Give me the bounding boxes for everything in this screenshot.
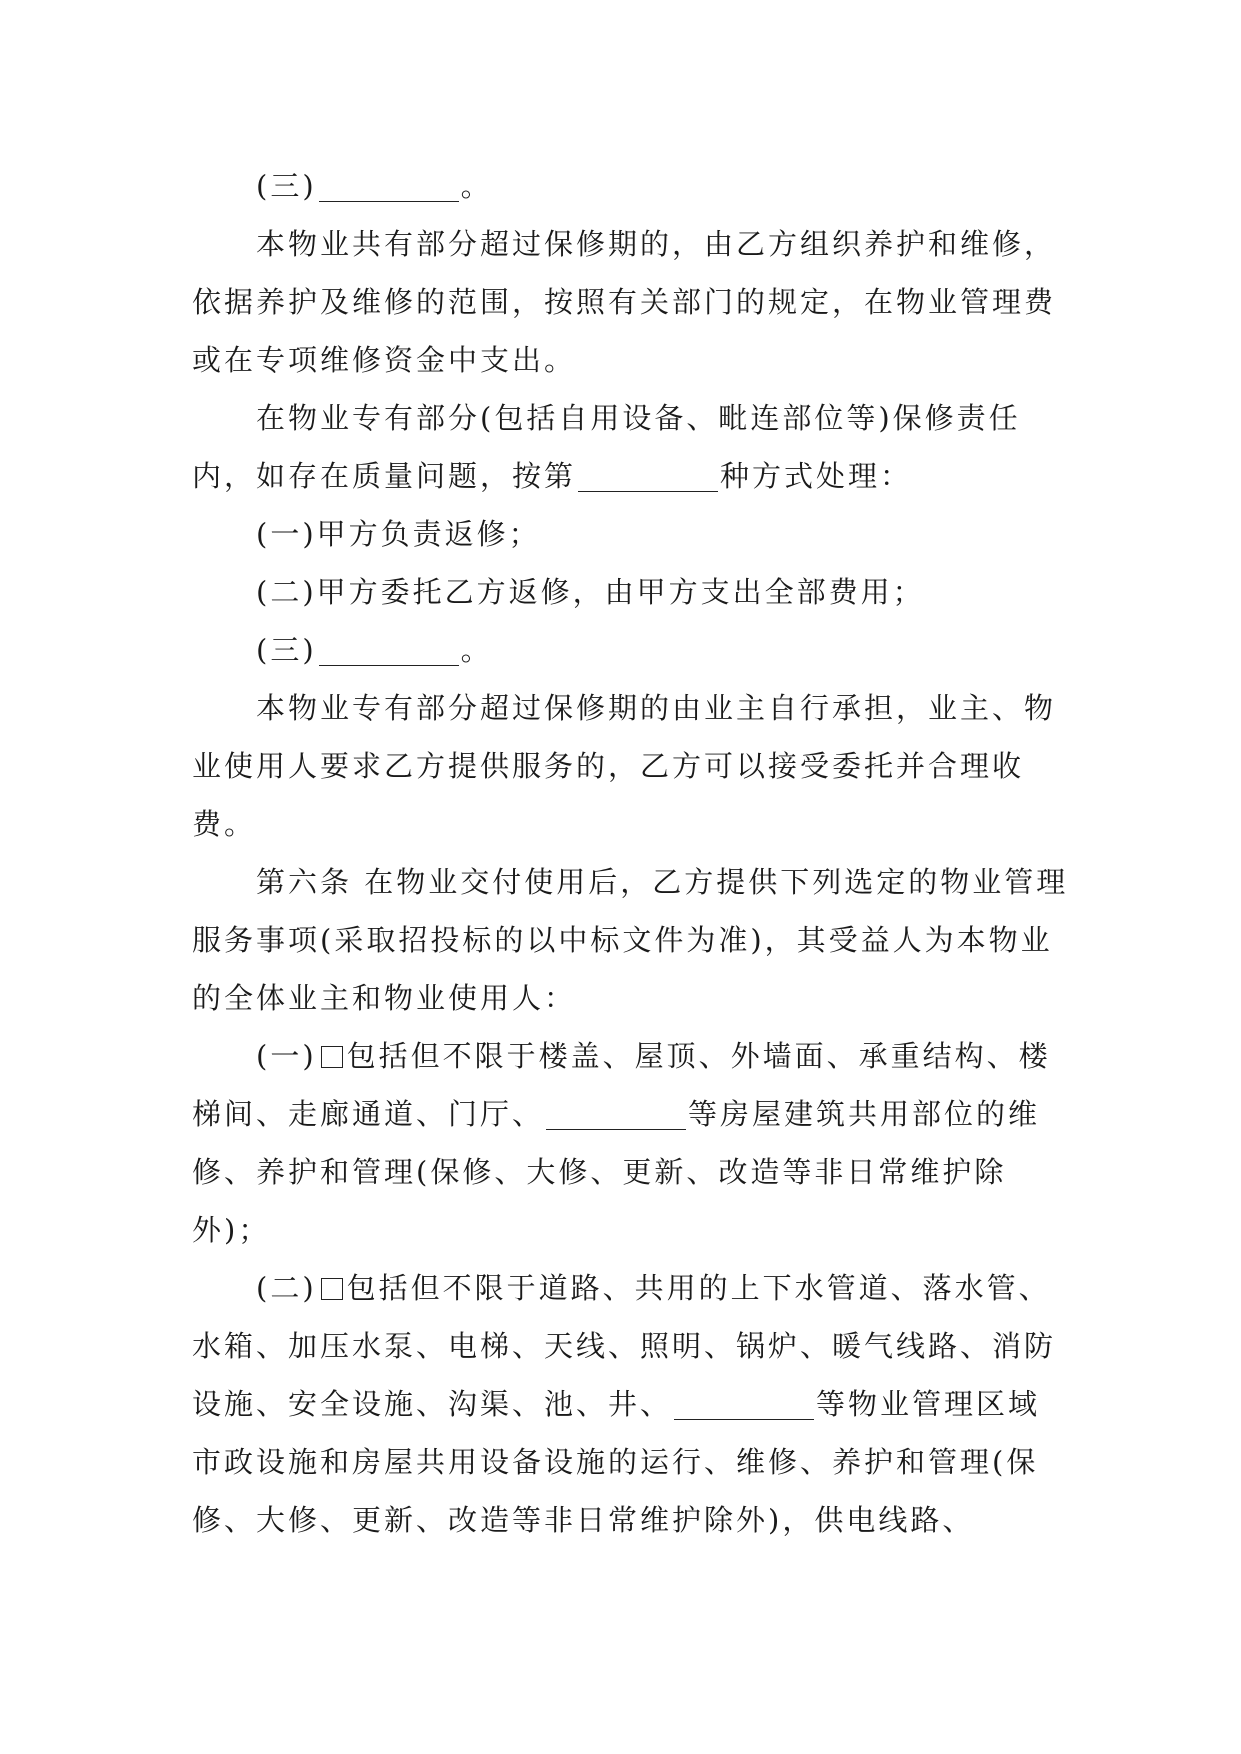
paragraph-item-two: (二)甲方委托乙方返修，由甲方支出全部费用；	[256, 575, 925, 609]
fill-in-blank[interactable]	[578, 461, 718, 492]
item-number: (一)	[256, 1039, 317, 1073]
paragraph-item-three-a	[192, 157, 1072, 215]
paragraph-item-one: (一)甲方负责返修；	[256, 517, 541, 551]
item-number: (三)	[256, 169, 317, 203]
item-suffix: 。	[460, 633, 493, 667]
paragraph-text: 在物业专有部分(包括自用设备、毗连部位等)保修责任内，如存在质量问题，按第	[192, 401, 1021, 493]
item-suffix: 。	[460, 169, 493, 203]
item-number: (三)	[256, 633, 317, 667]
fill-in-blank[interactable]	[674, 1389, 814, 1420]
paragraph-article-six: 第六条 在物业交付使用后，乙方提供下列选定的物业管理服务事项(采取招投标的以中标文件为准)，其受益人为本物业的全体业主和物业使用人：	[192, 865, 1069, 1015]
checkbox[interactable]	[321, 1046, 343, 1068]
paragraph-text: 种方式处理：	[720, 459, 913, 493]
paragraph-text: 包括但不限于楼盖、屋顶、外墙面、承重结构、楼梯间、走廊通道、门厅、	[192, 1039, 1051, 1131]
paragraph-text: 等物业管理区域市政设施和房屋共用设备设施的运行、维修、养护和管理(保修、大修、更新、改造等非日常维护除外)，供电线路、	[192, 1387, 1041, 1537]
paragraph-exclusive-part-warranty	[192, 389, 1072, 505]
paragraph-service-item-one	[192, 1027, 1072, 1259]
paragraph-owner-responsibility: 本物业专有部分超过保修期的由业主自行承担，业主、物业使用人要求乙方提供服务的，乙方可以接受委托并合理收费。	[192, 691, 1057, 841]
paragraph-text: 包括但不限于道路、共用的上下水管道、落水管、水箱、加压水泵、电梯、天线、照明、锅炉、暖气线路、消防设施、安全设施、沟渠、池、井、	[192, 1271, 1057, 1421]
fill-in-blank[interactable]	[546, 1099, 686, 1130]
paragraph-item-three-b	[192, 621, 1072, 679]
paragraph-service-item-two	[192, 1259, 1072, 1549]
paragraph-common-part-maintenance: 本物业共有部分超过保修期的，由乙方组织养护和维修，依据养护及维修的范围，按照有关部门的规定，在物业管理费或在专项维修资金中支出。	[192, 227, 1057, 377]
checkbox[interactable]	[321, 1278, 343, 1300]
paragraph-text: 等房屋建筑共用部位的维修、养护和管理(保修、大修、更新、改造等非日常维护除外)；	[192, 1097, 1041, 1247]
fill-in-blank[interactable]	[319, 635, 459, 666]
item-number: (二)	[256, 1271, 317, 1305]
fill-in-blank[interactable]	[319, 171, 459, 202]
document-body	[192, 157, 1072, 1549]
